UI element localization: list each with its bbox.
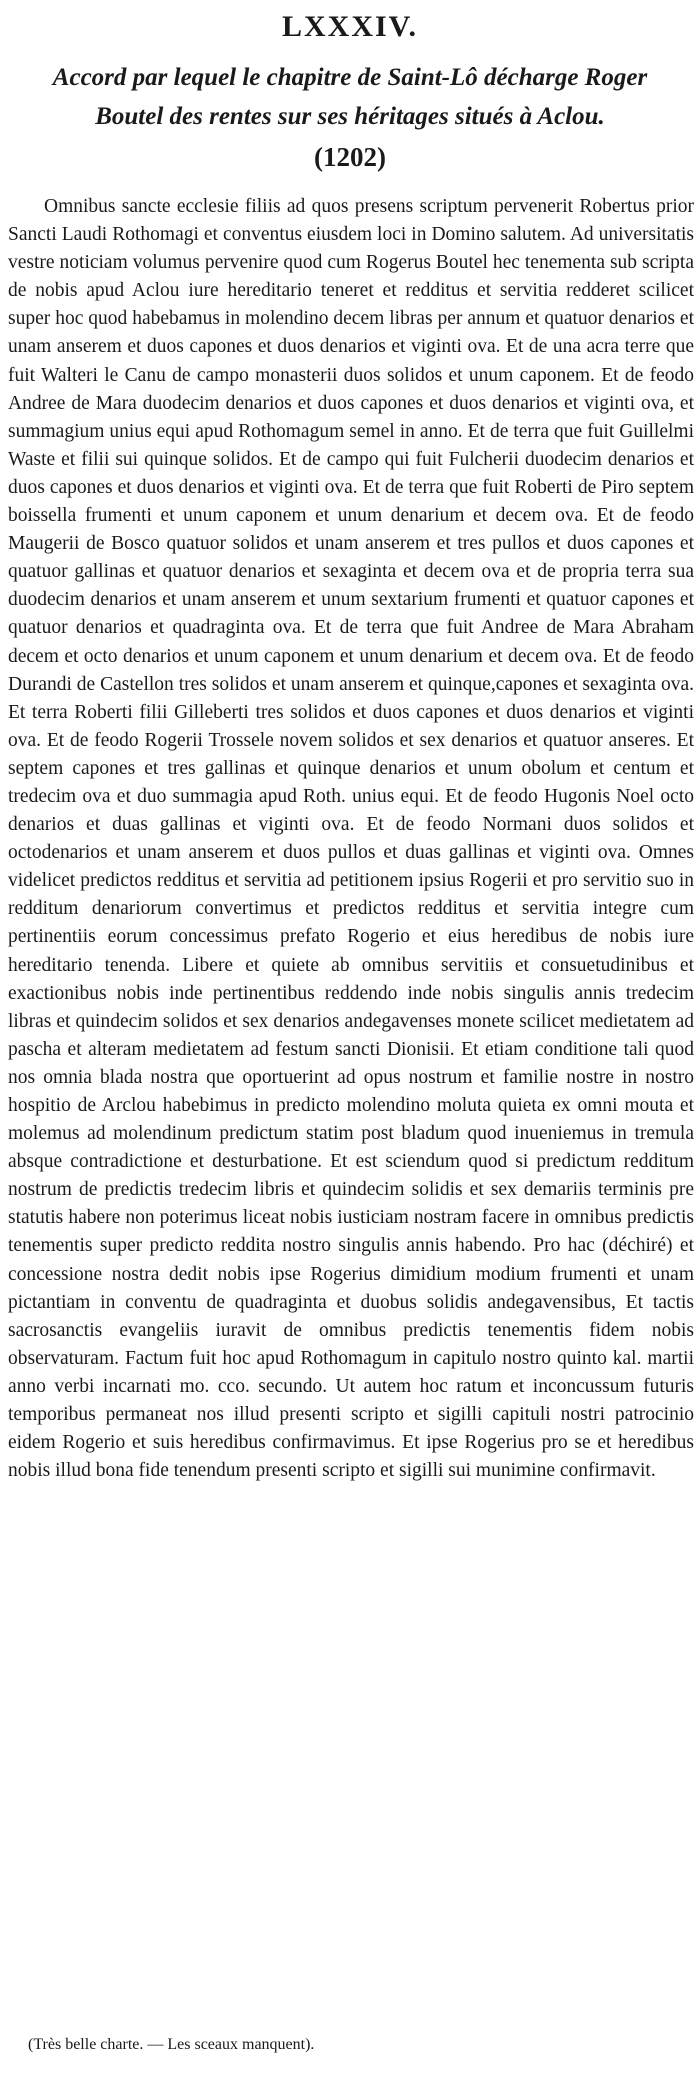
- charter-note: (Très belle charte. — Les sceaux manquent).: [28, 2036, 315, 2053]
- charter-title: Accord par lequel le chapitre de Saint-Lô décharge Roger Boutel des rentes sur ses héritages situés à Aclou.: [52, 64, 648, 130]
- charter-date: (1202): [314, 142, 386, 172]
- charter-number: LXXXIV.: [282, 10, 418, 43]
- charter-body: Omnibus sancte ecclesie filiis ad quos presens scriptum pervenerit Robertus prior Sancti Laudi Rothomagi et conventus eiusdem loci in Domino salutem. Ad universitatis vestre noticiam volumus pervenire quod cum Rogerus Boutel hec tenementa sub scripta de nobis apud Aclou iure hereditario teneret et redditus et servitia redderet scilicet super hoc quod habebamus in molendino decem libras per annum et quatuor denarios et unam anserem et duos capones et duos denarios et viginti ova. Et de una acra terre que fuit Walteri le Canu de campo monasterii duos solidos et unum caponem. Et de feodo Andree de Mara duodecim denarios et duos capones et duos denarios et viginti ova, et summagium unius equi apud Rothomagum semel in anno. Et de terra que fuit Guillelmi Waste et filii sui quinque solidos. Et de campo qui fuit Fulcherii duodecim denarios et duos capones et duos denarios et viginti ova. Et de terra que fuit Roberti de Piro septem boissella frumenti et unum caponem et unum denarium et decem ova. Et de feodo Maugerii de Bosco quatuor solidos et unam anserem et tres pullos et duos capones et quatuor gallinas et quatuor denarios et sexaginta et decem ova et de propria terra sua duodecim denarios et unam anserem et unum sextarium frumenti et quatuor capones et quatuor denarios et quadraginta ova. Et de terra que fuit Andree de Mara Abraham decem et octo denarios et unum caponem et unum denarium et decem ova. Et de feodo Durandi de Castellon tres solidos et unam anserem et quinque,capones et sexaginta ova. Et terra Roberti filii Gilleberti tres solidos et duos capones et duos denarios et viginti ova. Et de feodo Rogerii Trossele novem solidos et sex denarios et quatuor anseres. Et septem capones et tres gallinas et quinque denarios et unum obolum et centum et tredecim ova et duo summagia apud Roth. unius equi. Et de feodo Hugonis Noel octo denarios et duas gallinas et viginti ova. Et de feodo Normani duos solidos et octodenarios et unam anserem et duos pullos et duas gallinas et viginti ova. Omnes videlicet predictos redditus et servitia ad petitionem ipsius Rogerii et pro servitio suo in redditum denariorum convertimus et predictos redditus et servitia integre cum pertinentiis eorum concessimus prefato Rogerio et eius heredibus de nobis iure hereditario tenenda. Libere et quiete ab omnibus servitiis et consuetudinibus et exactionibus nobis inde pertinentibus reddendo inde nobis singulis annis tredecim libras et quindecim solidos et sex denarios andegavenses monete scilicet medietatem ad pascha et alteram medietatem ad festum sancti Dionisii. Et etiam conditione tali quod nos omnia blada nostra que oportuerint ad opus nostrum et familie nostre in nostro hospitio de Arclou habebimus in predicto molendino moluta quieta ex omni mouta et molemus ad molendinum predictum statim post bladum quod inueniemus in tremula absque contradictione et desturbatione. Et est sciendum quod si predictum redditum nostrum de predictis tredecim libris et quindecim solidis et sex demariis terminis pre statutis habere non poterimus liceat nobis iusticiam nostram facere in omnibus predictis tenementis super predicto reddita nostro singulis annis habendo. Pro hac (déchiré) et concessione nostra dedit nobis ipse Rogerius dimidium modium frumenti et unam pictantiam in conventu de quadraginta et duobus solidis andegavensibus, Et tactis sacrosanctis evangeliis iuravit de omnibus predictis tenementis fidem nobis observaturam. Factum fuit hoc apud Rothomagum in capitulo nostro quinto kal. martii anno verbi incarnati mo. cco. secundo. Ut autem hoc ratum et inconcussum futuris temporibus permaneat nos illud presenti scripto et sigilli capituli nostri patrocinio eidem Rogerio et suis heredibus confirmavimus. Et ipse Rogerius pro se et heredibus nobis illud bona fide tenendum presenti scripto et sigilli sui munimine confirmavit.: [8, 196, 694, 1482]
